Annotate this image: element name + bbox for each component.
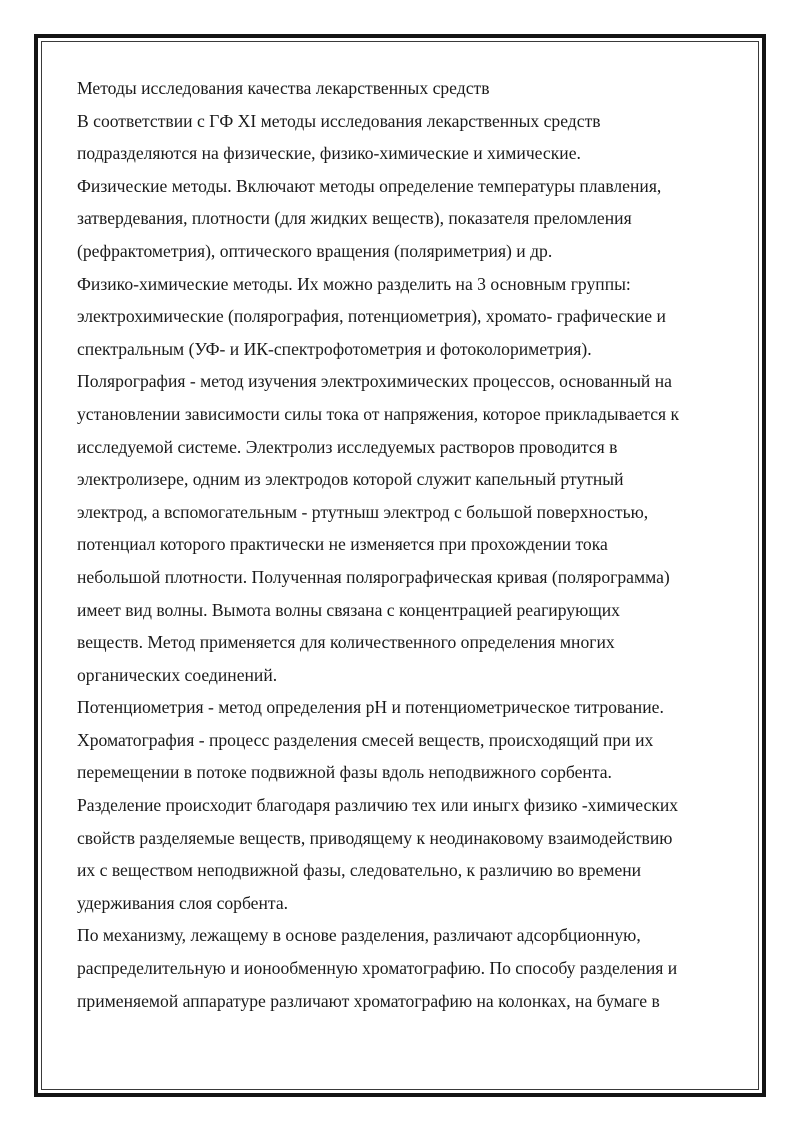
text-line: небольшой плотности. Полученная полярографическая кривая (полярограмма)	[77, 566, 670, 587]
text-line: спектральным (УФ- и ИК-спектрофотометрия и фотоколориметрия).	[77, 338, 592, 359]
text-line: исследуемой системе. Электролиз исследуемых растворов проводится в	[77, 436, 618, 457]
text-line: подразделяются на физические, физико-химические и химические.	[77, 143, 581, 164]
text-line: удерживания слоя сорбента.	[77, 892, 289, 913]
text-line: затвердевания, плотности (для жидких веществ), показателя преломления	[77, 208, 632, 229]
text-line: Потенциометрия - метод определения pH и потенциометрическое титрование.	[77, 697, 664, 718]
text-line: электрохимические (полярография, потенциометрия), хромато- графические и	[77, 306, 666, 327]
text-line: Физические методы. Включают методы определение температуры плавления,	[77, 175, 662, 196]
text-line: применяемой аппаратуре различают хроматографию на колонках, на бумаге в	[77, 990, 660, 1011]
text-line: В соответствии с ГФ XI методы исследования лекарственных средств	[77, 110, 601, 131]
text-line: электрод, а вспомогательным - ртутныш электрод с большой поверхностью,	[77, 501, 649, 522]
text-line: По механизму, лежащему в основе разделения, различают адсорбционную,	[77, 925, 641, 946]
text-line: веществ. Метод применяется для количественного определения многих	[77, 632, 615, 653]
text-line: распределительную и ионообменную хроматографию. По способу разделения и	[77, 958, 678, 979]
text-line: установлении зависимости силы тока от напряжения, которое прикладывается к	[77, 403, 680, 424]
text-line: имеет вид волны. Вымота волны связана с концентрацией реагирующих	[77, 599, 620, 620]
text-line: электролизере, одним из электродов которой служит капельный ртутный	[77, 469, 624, 490]
text-line: Разделение происходит благодаря различию тех или иныгх физико -химических	[77, 795, 679, 816]
document-title: Методы исследования качества лекарственных средств	[77, 78, 490, 98]
text-line: перемещении в потоке подвижной фазы вдоль неподвижного сорбента.	[77, 762, 612, 783]
text-line: Полярография - метод изучения электрохимических процессов, основанный на	[77, 371, 672, 392]
text-line: их с веществом неподвижной фазы, следовательно, к различию во времени	[77, 860, 642, 881]
text-line: органических соединений.	[77, 664, 278, 685]
text-line: (рефрактометрия), оптического вращения (поляриметрия) и др.	[77, 240, 553, 261]
document-body	[77, 72, 737, 1017]
text-line: потенциал которого практически не изменяется при прохождении тока	[77, 534, 608, 555]
text-line: Хроматография - процесс разделения смесей веществ, происходящий при их	[77, 729, 654, 750]
text-line: свойств разделяемые веществ, приводящему к неодинаковому взаимодействию	[77, 827, 673, 848]
text-line: Физико-химические методы. Их можно разделить на 3 основным группы:	[77, 273, 631, 294]
